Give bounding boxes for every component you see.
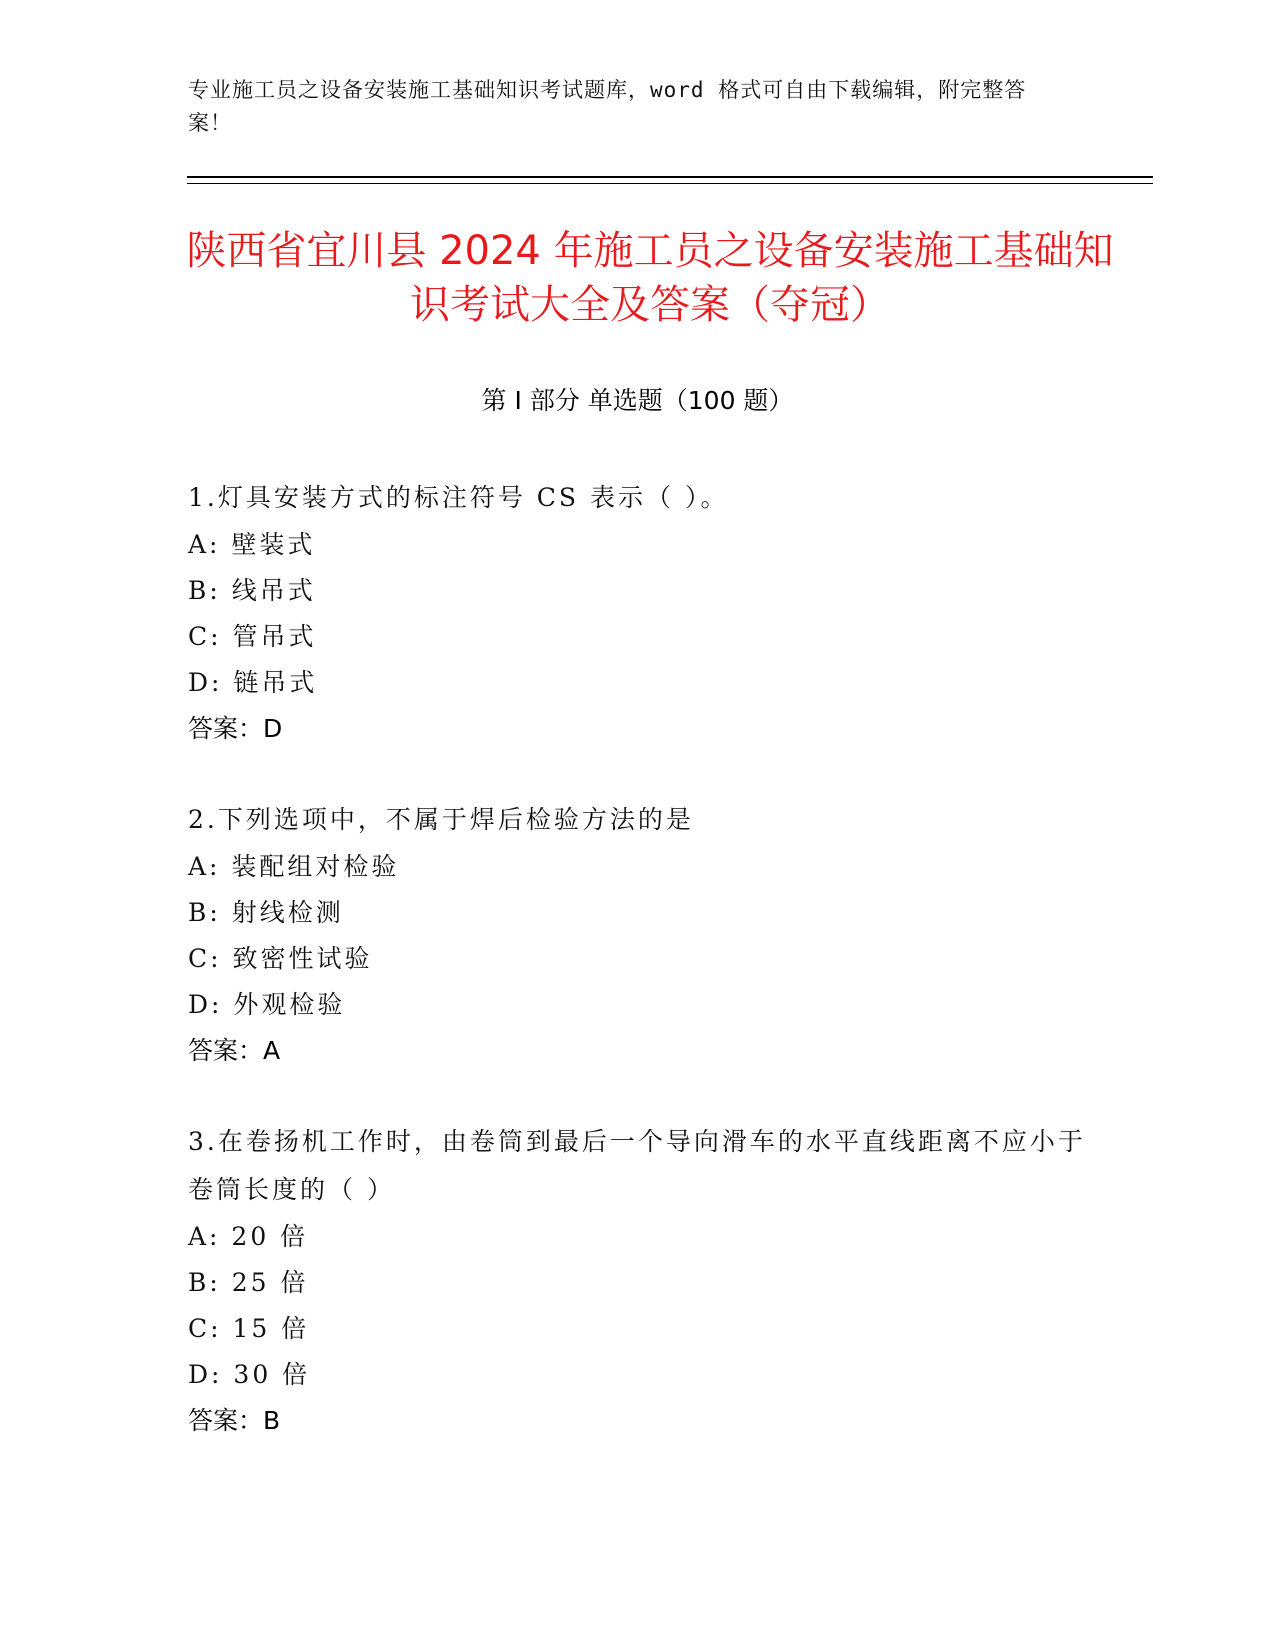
question-list (188, 474, 1088, 1488)
option-b: B: 25 倍 (188, 1268, 309, 1297)
option-c: C: 管吊式 (188, 622, 317, 651)
question-stem: 1.灯具安装方式的标注符号 CS 表示（ ）。 (188, 483, 729, 512)
option-d: D: 外观检验 (188, 990, 346, 1019)
option-c: C: 致密性试验 (188, 944, 373, 973)
option-d: D: 链吊式 (188, 668, 318, 697)
section-heading: 第 I 部分 单选题（100 题） (481, 386, 794, 415)
header-rule-thick (187, 176, 1153, 178)
option-c: C: 15 倍 (188, 1314, 310, 1343)
option-a: A: 壁装式 (188, 530, 316, 559)
question-2 (188, 796, 1088, 1074)
question-stem: 3.在卷扬机工作时，由卷筒到最后一个导向滑车的水平直线距离不应小于卷筒长度的（ ） (188, 1127, 1086, 1204)
header-rule-thin (187, 183, 1153, 184)
question-3 (188, 1118, 1088, 1444)
option-b: B: 线吊式 (188, 576, 316, 605)
document-title: 陕西省宜川县 2024 年施工员之设备安装施工基础知识考试大全及答案（夺冠） (186, 228, 1114, 328)
question-1 (188, 474, 1088, 752)
answer: 答案：A (188, 1036, 281, 1065)
answer: 答案：B (188, 1406, 281, 1435)
option-a: A: 装配组对检验 (188, 852, 400, 881)
option-a: A: 20 倍 (188, 1222, 309, 1251)
header-note: 专业施工员之设备安装施工基础知识考试题库，word 格式可自由下载编辑，附完整答案！ (188, 78, 1027, 135)
option-b: B: 射线检测 (188, 898, 344, 927)
question-stem: 2.下列选项中，不属于焊后检验方法的是 (188, 805, 694, 834)
answer: 答案：D (188, 714, 283, 743)
option-d: D: 30 倍 (188, 1360, 311, 1389)
